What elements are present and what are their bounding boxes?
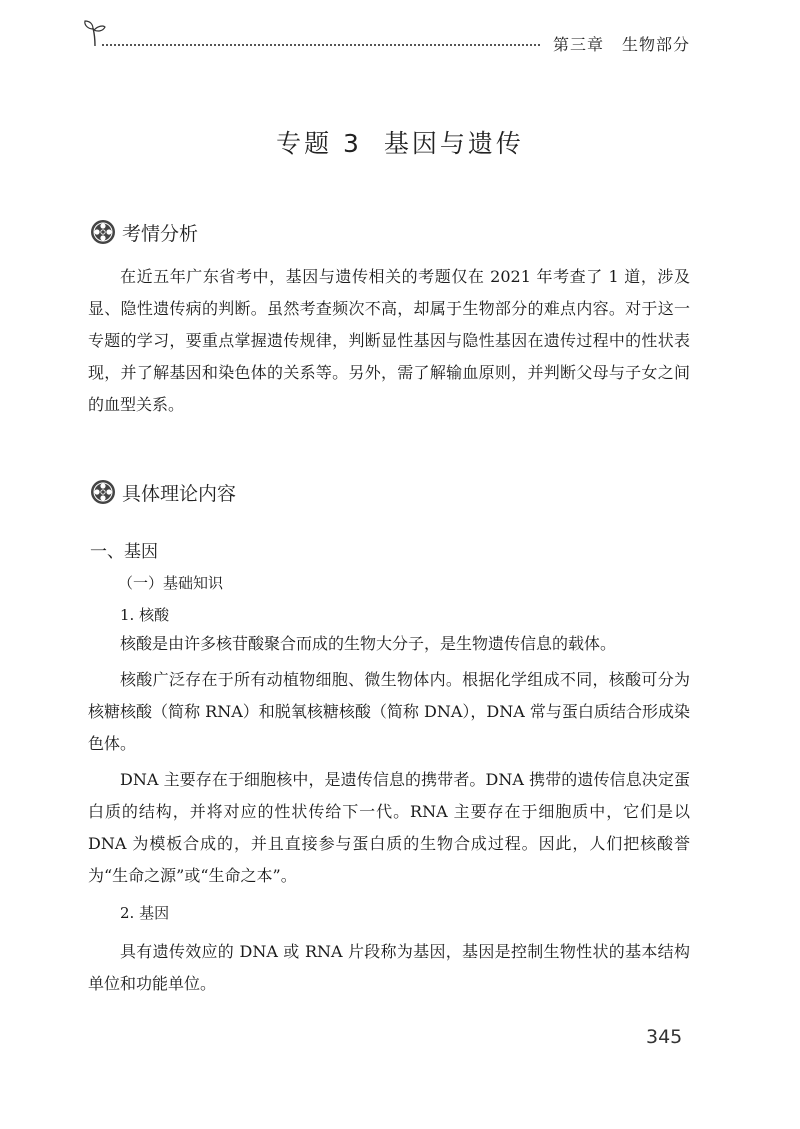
paragraph-4: 具有遗传效应的 DNA 或 RNA 片段称为基因，基因是控制生物性状的基本结构单位和功能单位。 (88, 942, 690, 993)
header-dotted-rule (102, 44, 540, 46)
page-number: 345 (646, 1026, 683, 1048)
section-heading-text: 考情分析 (122, 222, 199, 245)
paragraph-2: 核酸广泛存在于所有动植物细胞、微生物体内。根据化学组成不同，核酸可分为核糖核酸（简称 RNA）和脱氧核糖核酸（简称 DNA），DNA 常与蛋白质结合形成染色体。 (88, 670, 690, 753)
section-heading-text: 具体理论内容 (122, 482, 237, 505)
paragraph-1: 核酸是由许多核苷酸聚合而成的生物大分子，是生物遗传信息的载体。 (120, 634, 617, 653)
section-heading-analysis (90, 218, 198, 246)
section-heading-content (90, 478, 236, 506)
title-text: 基因与遗传 (383, 129, 524, 158)
heading-level-1: 一、基因 (90, 542, 158, 562)
paragraph-3: DNA 主要存在于细胞核中，是遗传信息的携带者。DNA 携带的遗传信息决定蛋白质的结构，并将对应的性状传给下一代。RNA 主要存在于细胞质中，它们是以 DNA 为模板合成的，并且直接参与蛋白质的生物合成过程。因此，人们把核酸誉为“生命之源”或“生命之本”。 (88, 770, 690, 885)
page-title (0, 124, 800, 160)
header-part: 生物部分 (621, 35, 690, 54)
running-header (82, 18, 690, 58)
header-text (553, 32, 690, 55)
analysis-paragraph: 在近五年广东省考中，基因与遗传相关的考题仅在 2021 年考查了 1 道，涉及显、隐性遗传病的判断。虽然考查频次不高，却属于生物部分的难点内容。对于这一专题的学习，要重点掌握遗传规律，判断显性基因与隐性基因在遗传过程中的性状表现，并了解基因和染色体的关系等。另外，需了解输血原则，并判断父母与子女之间的血型关系。 (88, 267, 690, 414)
header-chapter: 第三章 (552, 35, 604, 54)
heading-nucleic-acid: 1. 核酸 (120, 606, 170, 624)
flower-icon (90, 219, 116, 245)
flower-icon (90, 479, 116, 505)
heading-level-2: （一）基础知识 (118, 574, 224, 592)
title-number: 专题 3 (276, 129, 362, 158)
heading-gene: 2. 基因 (120, 904, 170, 922)
